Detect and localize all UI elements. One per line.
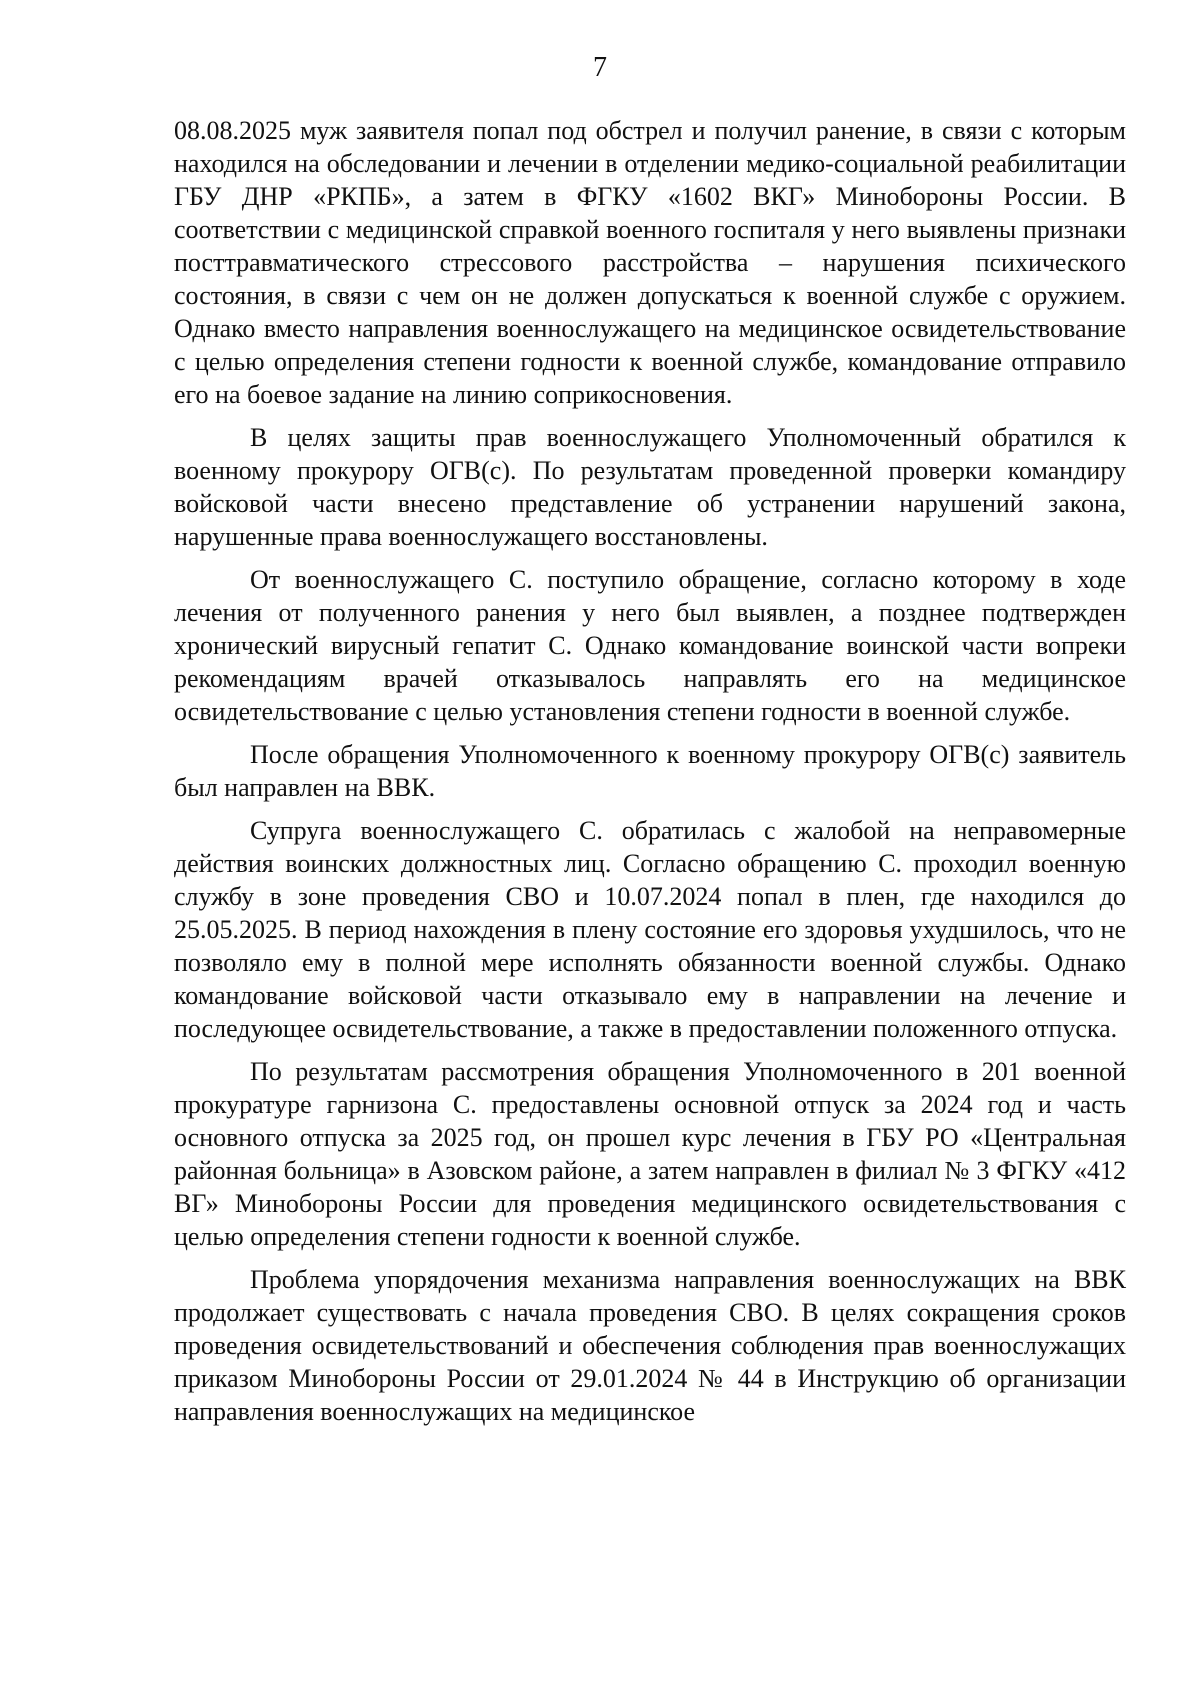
paragraph-2: В целях защиты прав военнослужащего Уполномоченный обратился к военному прокурору ОГВ(с). По результатам проведенной проверки командиру войсковой части внесено представление об устранении нарушений закона, нарушенные права военнослужащего восстановлены.: [174, 423, 1126, 551]
paragraph-7: Проблема упорядочения механизма направления военнослужащих на ВВК продолжает существовать с начала проведения СВО. В целях сокращения сроков проведения освидетельствований и обеспечения соблюдения прав военнослужащих приказом Минобороны России от 29.01.2024 № 44 в Инструкцию об организации направления военнослужащих на медицинское: [174, 1265, 1126, 1426]
paragraph-3: От военнослужащего С. поступило обращение, согласно которому в ходе лечения от полученного ранения у него был выявлен, а позднее подтвержден хронический вирусный гепатит С. Однако командование воинской части вопреки рекомендациям врачей отказывалось направлять его на медицинское освидетельствование с целью установления степени годности в военной службе.: [174, 565, 1126, 726]
paragraph-4: После обращения Уполномоченного к военному прокурору ОГВ(с) заявитель был направлен на ВВК.: [174, 740, 1126, 802]
paragraph-6: По результатам рассмотрения обращения Уполномоченного в 201 военной прокуратуре гарнизона С. предоставлены основной отпуск за 2024 год и часть основного отпуска за 2025 год, он прошел курс лечения в ГБУ РО «Центральная районная больница» в Азовском районе, а затем направлен в филиал № 3 ФГКУ «412 ВГ» Минобороны России для проведения медицинского освидетельствования с целью определения степени годности к военной службе.: [174, 1057, 1126, 1251]
paragraph-5: Супруга военнослужащего С. обратилась с жалобой на неправомерные действия воинских должностных лиц. Согласно обращению С. проходил военную службу в зоне проведения СВО и 10.07.2024 попал в плен, где находился до 25.05.2025. В период нахождения в плену состояние его здоровья ухудшилось, что не позволяло ему в полной мере исполнять обязанности военной службы. Однако командование войсковой части отказывало ему в направлении на лечение и последующее освидетельствование, а также в предоставлении положенного отпуска.: [174, 816, 1126, 1043]
page-number: 7: [593, 52, 607, 83]
paragraph-1: 08.08.2025 муж заявителя попал под обстрел и получил ранение, в связи с которым находился на обследовании и лечении в отделении медико-социальной реабилитации ГБУ ДНР «РКПБ», а затем в ФГКУ «1602 ВКГ» Минобороны России. В соответствии с медицинской справкой военного госпиталя у него выявлены признаки посттравматического стрессового расстройства – нарушения психического состояния, в связи с чем он не должен допускаться к военной службе с оружием. Однако вместо направления военнослужащего на медицинское освидетельствование с целью определения степени годности к военной службе, командование отправило его на боевое задание на линию соприкосновения.: [174, 116, 1126, 409]
document-body: [174, 114, 1126, 1438]
